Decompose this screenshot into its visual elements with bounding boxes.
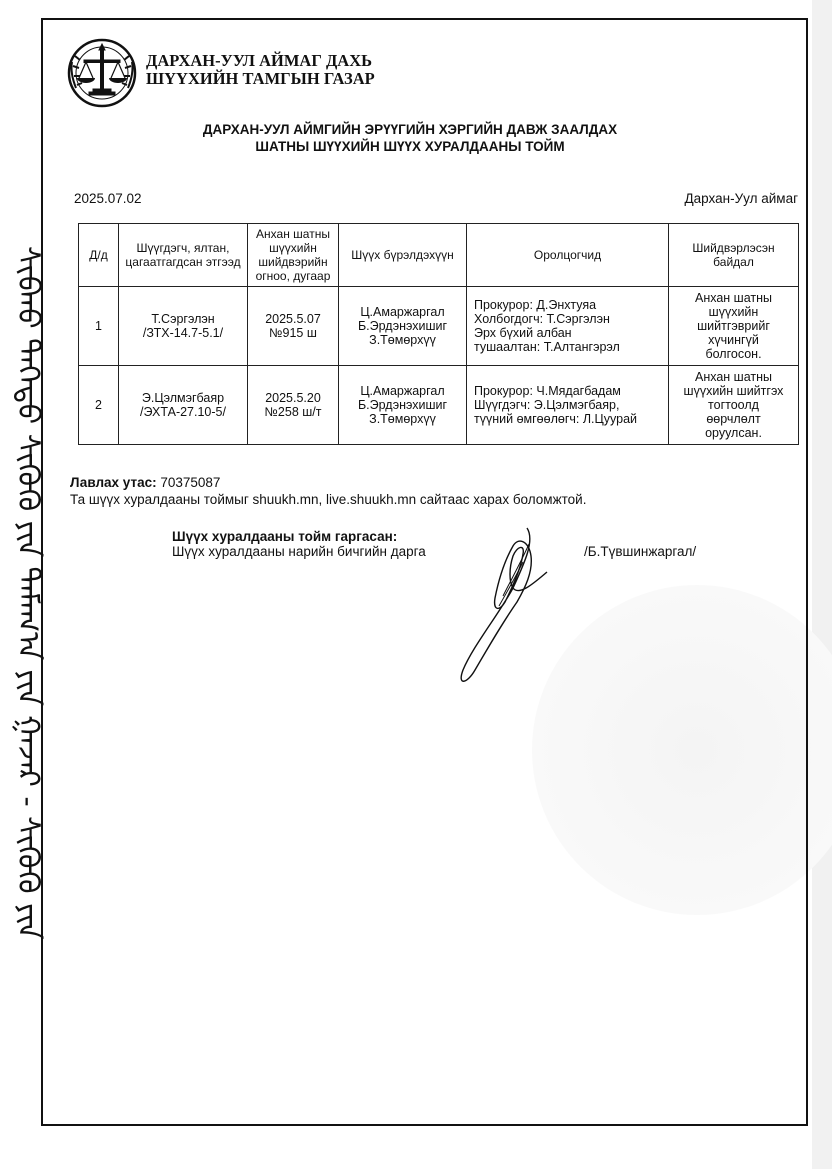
organization-name-line2: ШҮҮХИЙН ТАМГЫН ГАЗАР — [146, 69, 375, 88]
organization-name-line1: ДАРХАН-УУЛ АЙМАГ ДАХЬ — [146, 51, 373, 70]
mongolian-script-text: ᠰᠢᠪᠬᠤ ᠳᠡᠭᠡᠳᠦ ᠰᠢᠭᠦᠬᠦ ᠶᠢᠨ ᠲᠠᠮᠠᠭ᠎ᠠ ᠶᠢᠨ ᠭᠠᠵᠠᠷ - ᠰᠢᠭᠦᠬᠦ ᠶᠢᠨ — [10, 246, 46, 940]
panel-judge: Б.Эрдэнэхишиг — [357, 319, 448, 333]
outcome-line: шүүхийн шийтгэх — [683, 384, 784, 398]
defendant-cell — [119, 287, 248, 366]
outcome-line: өөрчлөлт — [706, 412, 761, 426]
table-row — [79, 366, 799, 445]
row-number: 1 — [79, 287, 119, 366]
decision-date: 2025.5.07 — [265, 312, 321, 326]
signer-name: /Б.Түвшинжаргал/ — [584, 544, 697, 559]
contact-label: Лавлах утас: — [70, 475, 157, 490]
mongolian-script-side-text — [4, 236, 68, 940]
participant-line: Шүүгдэгч: Э.Цэлмэгбаяр, — [474, 398, 620, 412]
outcome-line: хүчингүй — [708, 333, 759, 347]
defendant-name: Э.Цэлмэгбаяр — [141, 391, 225, 405]
document-title-line2: ШАТНЫ ШҮҮХИЙН ШҮҮХ ХУРАЛДААНЫ ТОЙМ — [255, 139, 565, 154]
panel-judge: Б.Эрдэнэхишиг — [357, 398, 448, 412]
participant-line: Эрх бүхий албан — [474, 326, 572, 340]
defendant-cell — [119, 366, 248, 445]
column-header-participants: Оролцогчид — [467, 224, 669, 287]
participant-line: түүний өмгөөлөгч: Л.Цуурай — [474, 412, 638, 426]
document-title-line1: ДАРХАН-УУЛ АЙМГИЙН ЭРҮҮГИЙН ХЭРГИЙН ДАВЖ ЗААЛДАХ — [202, 122, 618, 137]
contact-phone: 70375087 — [160, 475, 221, 490]
defendant-article: /ЗТХ-14.7-5.1/ — [142, 326, 224, 340]
column-header-outcome: Шийдвэрлэсэн байдал — [669, 224, 799, 287]
participant-line: Холбогдогч: Т.Сэргэлэн — [474, 312, 610, 326]
panel-judge: З.Төмөрхүү — [369, 333, 436, 347]
contact-note: Та шүүх хуралдааны тоймыг shuukh.mn, live.shuukh.mn сайтаас харах боломжтой. — [70, 492, 587, 507]
signature-title: Шүүх хуралдааны тойм гаргасан: — [172, 529, 398, 544]
participant-line: тушаалтан: Т.Алтангэрэл — [474, 340, 620, 354]
table-row — [79, 287, 799, 366]
outcome-line: шүүхийн — [708, 305, 759, 319]
document-frame — [41, 18, 808, 1126]
document-place: Дархан-Уул аймаг — [684, 191, 798, 206]
hearings-table — [78, 223, 799, 445]
outcome-cell — [669, 366, 799, 445]
scan-edge-shadow — [812, 0, 832, 1169]
outcome-line: Анхан шатны — [695, 291, 772, 305]
organization-name — [146, 52, 375, 88]
document-title — [150, 121, 670, 155]
participants-cell — [467, 287, 669, 366]
decision-date: 2025.5.20 — [265, 391, 321, 405]
panel-cell — [339, 366, 467, 445]
outcome-line: Анхан шатны — [695, 370, 772, 384]
handwritten-signature — [455, 522, 575, 690]
outcome-cell — [669, 287, 799, 366]
column-header-defendant: Шүүгдэгч, ялтан, цагаатгагдсан этгээд — [119, 224, 248, 287]
decision-cell — [248, 287, 339, 366]
decision-number: №915 ш — [269, 326, 317, 340]
decision-number: №258 ш/т — [264, 405, 322, 419]
contact-info — [70, 474, 586, 508]
signer-role: Шүүх хуралдааны нарийн бичгийн дарга — [172, 544, 426, 559]
panel-judge: Ц.Амаржаргал — [360, 384, 445, 398]
column-header-decision: Анхан шатны шүүхийн шийдвэрийн огноо, дугаар — [248, 224, 339, 287]
participant-line: Прокурор: Д.Энхтуяа — [474, 298, 597, 312]
court-scales-emblem-icon — [64, 36, 140, 110]
decision-cell — [248, 366, 339, 445]
outcome-line: болгосон. — [705, 347, 762, 361]
panel-judge: Ц.Амаржаргал — [360, 305, 445, 319]
table-header-row — [79, 224, 799, 287]
outcome-line: оруулсан. — [705, 426, 762, 440]
panel-cell — [339, 287, 467, 366]
column-header-panel: Шүүх бүрэлдэхүүн — [339, 224, 467, 287]
outcome-line: шийтгэврийг — [697, 319, 770, 333]
outcome-line: тогтоолд — [708, 398, 759, 412]
panel-judge: З.Төмөрхүү — [369, 412, 436, 426]
document-date: 2025.07.02 — [74, 191, 142, 206]
row-number: 2 — [79, 366, 119, 445]
defendant-article: /ЭХТА-27.10-5/ — [140, 405, 226, 419]
participant-line: Прокурор: Ч.Мядагбадам — [474, 384, 621, 398]
column-header-number: Д/д — [79, 224, 119, 287]
participants-cell — [467, 366, 669, 445]
defendant-name: Т.Сэргэлэн — [151, 312, 215, 326]
